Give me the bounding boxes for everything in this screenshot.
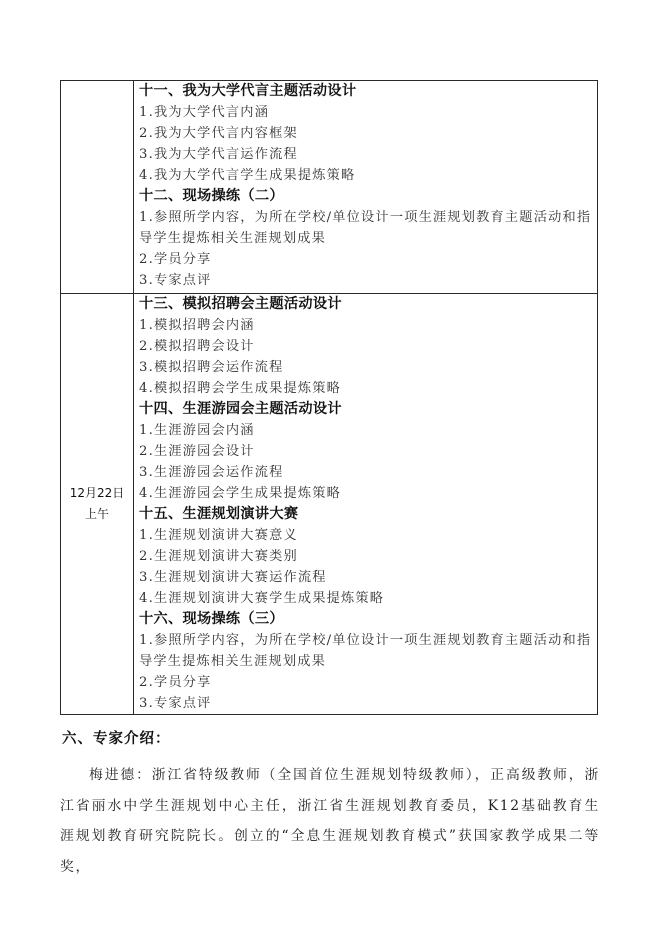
list-item: 2.生涯规划演讲大赛类别 (139, 549, 298, 564)
time-cell (61, 294, 134, 715)
section-heading: 十四、生涯游园会主题活动设计 (139, 401, 342, 417)
list-item: 3.专家点评 (139, 696, 212, 711)
list-item: 2.生涯游园会设计 (139, 444, 255, 459)
table-row (61, 294, 598, 715)
list-item: 3.我为大学代言运作流程 (139, 147, 298, 162)
list-item: 4.模拟招聘会学生成果提炼策略 (139, 381, 342, 396)
section-heading: 十五、生涯规划演讲大赛 (139, 506, 299, 522)
list-item: 4.我为大学代言学生成果提炼策略 (139, 168, 356, 183)
list-item: 1.参照所学内容，为所在学校/单位设计一项生涯规划教育主题活动和指导学生提炼相关生涯规划成果 (139, 633, 592, 669)
schedule-table (60, 80, 598, 715)
list-item: 2.模拟招聘会设计 (139, 339, 255, 354)
time-cell (61, 81, 134, 294)
section-heading: 十六、现场操练（三） (139, 611, 284, 627)
section-heading: 十三、模拟招聘会主题活动设计 (139, 296, 342, 312)
time-date: 12月22日 (69, 486, 125, 500)
section-title-experts: 六、专家介绍： (62, 730, 171, 747)
list-item: 4.生涯规划演讲大赛学生成果提炼策略 (139, 591, 385, 606)
list-item: 2.我为大学代言内容框架 (139, 126, 298, 141)
list-item: 3.生涯游园会运作流程 (139, 465, 284, 480)
table-row (61, 81, 598, 294)
list-item: 4.生涯游园会学生成果提炼策略 (139, 486, 342, 501)
list-item: 1.生涯规划演讲大赛意义 (139, 528, 298, 543)
list-item: 2.学员分享 (139, 675, 212, 690)
time-period: 上午 (84, 507, 109, 521)
list-item: 1.参照所学内容，为所在学校/单位设计一项生涯规划教育主题活动和指导学生提炼相关生涯规划成果 (139, 210, 592, 246)
list-item: 1.生涯游园会内涵 (139, 423, 255, 438)
section-heading: 十二、现场操练（二） (139, 188, 284, 204)
list-item: 1.模拟招聘会内涵 (139, 318, 255, 333)
list-item: 2.学员分享 (139, 252, 212, 267)
list-item: 3.模拟招聘会运作流程 (139, 360, 284, 375)
expert-bio-paragraph: 梅进德：浙江省特级教师（全国首位生涯规划特级教师），正高级教师，浙江省丽水中学生涯规划中心主任，浙江省生涯规划教育委员，K12基础教育生涯规划教育研究院院长。创立的“全息生涯规划教育模式”获国家教学成果二等奖， (60, 767, 600, 875)
list-item: 1.我为大学代言内涵 (139, 105, 270, 120)
list-item: 3.专家点评 (139, 273, 212, 288)
list-item: 3.生涯规划演讲大赛运作流程 (139, 570, 327, 585)
content-cell (134, 81, 598, 294)
section-heading: 十一、我为大学代言主题活动设计 (139, 83, 357, 99)
content-cell (134, 294, 598, 715)
